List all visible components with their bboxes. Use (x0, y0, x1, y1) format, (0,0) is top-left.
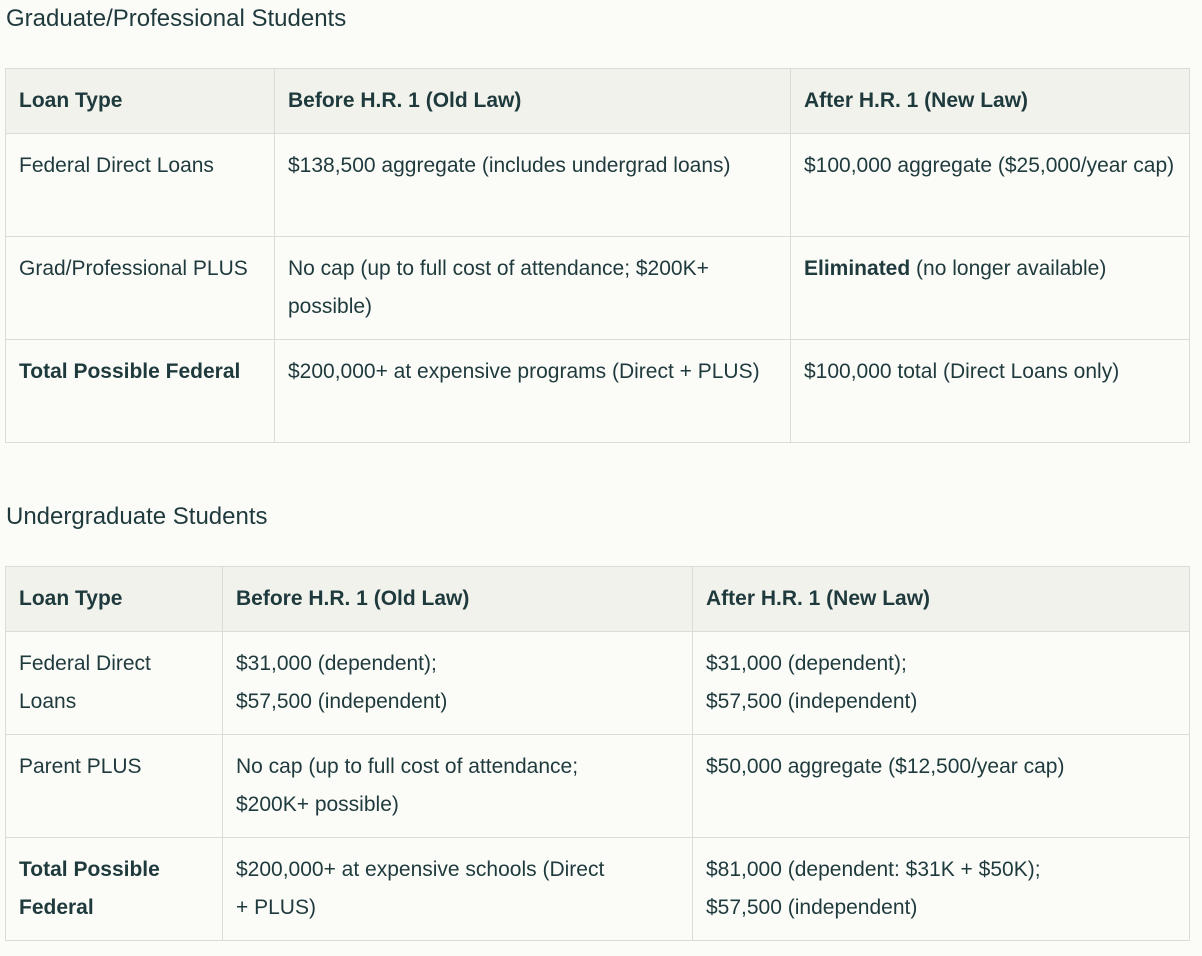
section-title-graduate: Graduate/Professional Students (6, 5, 347, 32)
header-before: Before H.R. 1 (Old Law) (223, 567, 693, 632)
header-loan-type: Loan Type (6, 567, 223, 632)
after-line: $50,000 aggregate ($12,500/year cap) (706, 755, 1065, 778)
table-row (6, 134, 1190, 237)
before-cell: No cap (up to full cost of attendance; $200K+ possible) (275, 237, 791, 340)
before-cell: $138,500 aggregate (includes undergrad loans) (275, 134, 791, 237)
after-text: (no longer available) (910, 257, 1107, 280)
table-row (6, 340, 1190, 443)
after-cell (693, 632, 1190, 735)
before-line: + PLUS) (236, 896, 316, 919)
header-before: Before H.R. 1 (Old Law) (275, 69, 791, 134)
after-cell (791, 134, 1190, 237)
before-line: $200,000+ at expensive schools (Direct (236, 858, 605, 881)
loan-type-cell: Grad/Professional PLUS (6, 237, 275, 340)
undergraduate-loans-table (5, 566, 1190, 941)
loan-type-cell: Parent PLUS (6, 735, 223, 838)
before-line: No cap (up to full cost of attendance; (236, 755, 579, 778)
after-cell (791, 340, 1190, 443)
table-row (6, 632, 1190, 735)
header-after: After H.R. 1 (New Law) (693, 567, 1190, 632)
after-cell (693, 838, 1190, 941)
after-cell (791, 237, 1190, 340)
after-line: $31,000 (dependent); (706, 652, 907, 675)
after-line: $57,500 (independent) (706, 896, 918, 919)
before-line: $31,000 (dependent); (236, 652, 437, 675)
after-line: $81,000 (dependent: $31K + $50K); (706, 858, 1041, 881)
header-after: After H.R. 1 (New Law) (791, 69, 1190, 134)
after-line: $57,500 (independent) (706, 690, 918, 713)
loan-type-cell-total: Total Possible Federal (6, 340, 275, 443)
table-header-row (6, 567, 1190, 632)
after-text: $100,000 total (Direct Loans only) (804, 360, 1120, 383)
loan-type-cell-total: Total Possible Federal (6, 838, 223, 941)
header-loan-type: Loan Type (6, 69, 275, 134)
before-line: $57,500 (independent) (236, 690, 448, 713)
loan-type-cell: Federal Direct Loans (6, 134, 275, 237)
before-cell (223, 838, 693, 941)
before-cell: $200,000+ at expensive programs (Direct + PLUS) (275, 340, 791, 443)
before-line: $200K+ possible) (236, 793, 399, 816)
before-cell (223, 735, 693, 838)
loan-type-cell: Federal Direct Loans (6, 632, 223, 735)
eliminated-label: Eliminated (804, 257, 911, 280)
table-row (6, 237, 1190, 340)
table-row (6, 735, 1190, 838)
before-cell (223, 632, 693, 735)
after-text: $100,000 aggregate ($25,000/year cap) (804, 154, 1175, 177)
table-header-row (6, 69, 1190, 134)
after-cell (693, 735, 1190, 838)
table-row (6, 838, 1190, 941)
section-title-undergraduate: Undergraduate Students (6, 503, 268, 530)
graduate-loans-table (5, 68, 1190, 443)
